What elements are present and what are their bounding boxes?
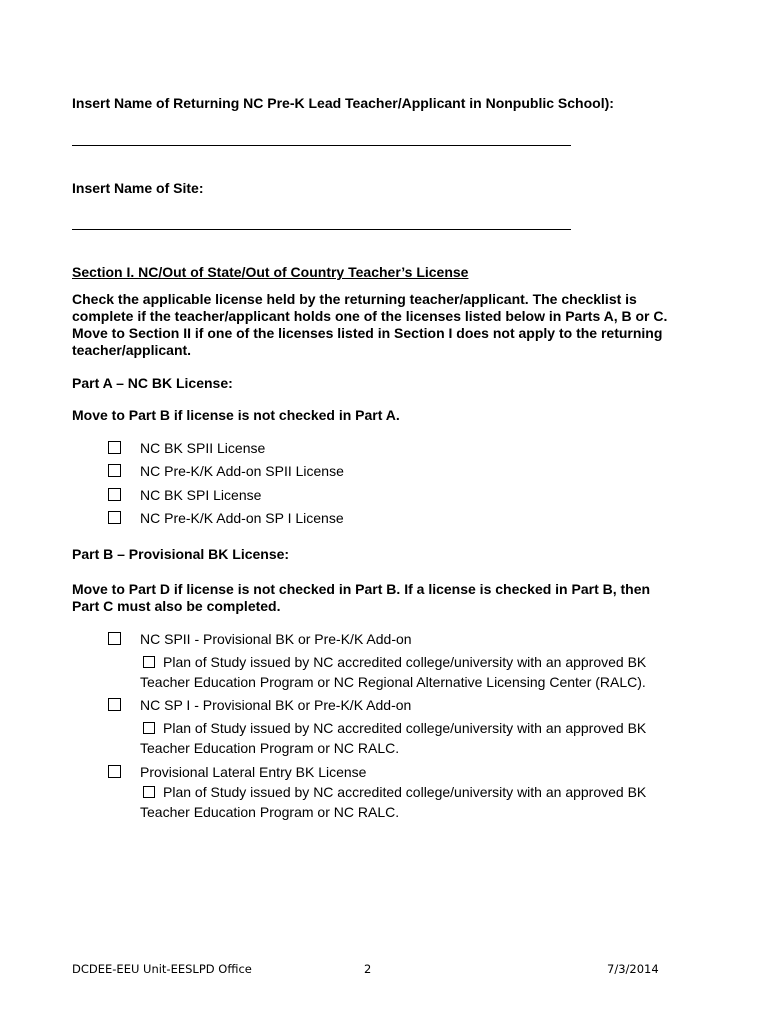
option-label: NC Pre-K/K Add-on SPII License: [140, 463, 344, 479]
checkbox-pre-k-addon-spi[interactable]: [108, 511, 121, 524]
part-a-note: Move to Part B if license is not checked in Part A.: [72, 407, 400, 423]
sub-option-label-cont: Teacher Education Program or NC Regional Alternative Licensing Center (RALC).: [140, 674, 646, 690]
checkbox-plan-of-study[interactable]: [143, 656, 155, 668]
instructions-line: Check the applicable license held by the returning teacher/applicant. The checklist is: [72, 291, 637, 307]
sub-option-label: Plan of Study issued by NC accredited college/university with an approved BK: [163, 720, 647, 736]
checkbox-plan-of-study[interactable]: [143, 722, 155, 734]
sub-option-label: Plan of Study issued by NC accredited college/university with an approved BK: [163, 784, 647, 800]
instructions-line: teacher/applicant.: [72, 342, 192, 358]
option-label: NC SP I - Provisional BK or Pre-K/K Add-on: [140, 697, 412, 713]
part-a-title: Part A – NC BK License:: [72, 375, 233, 391]
option-label: NC BK SPII License: [140, 440, 266, 456]
option-label: Provisional Lateral Entry BK License: [140, 764, 367, 780]
checkbox-provisional-lateral-entry[interactable]: [108, 765, 121, 778]
instructions-line: Move to Section II if one of the licenses listed in Section I does not apply to the returning: [72, 325, 663, 341]
option-label: NC SPII - Provisional BK or Pre-K/K Add-on: [140, 631, 412, 647]
checkbox-nc-bk-spi[interactable]: [108, 488, 121, 501]
sub-option-label: Plan of Study issued by NC accredited college/university with an approved BK: [163, 654, 647, 670]
part-b-title: Part B – Provisional BK License:: [72, 546, 290, 562]
checkbox-pre-k-addon-spii[interactable]: [108, 464, 121, 477]
checkbox-nc-bk-spii[interactable]: [108, 441, 121, 454]
part-b-note: [72, 581, 650, 615]
footer-page-number: 2: [364, 962, 372, 976]
footer-office: DCDEE-EEU Unit-EESLPD Office: [72, 962, 252, 976]
teacher-name-line[interactable]: [72, 145, 571, 146]
teacher-name-prompt: Insert Name of Returning NC Pre-K Lead Teacher/Applicant in Nonpublic School):: [72, 95, 614, 111]
checkbox-nc-spii-provisional[interactable]: [108, 632, 121, 645]
option-label: NC BK SPI License: [140, 487, 262, 503]
section-1-title: Section I. NC/Out of State/Out of Country Teacher’s License: [72, 264, 469, 280]
note-line: Move to Part D if license is not checked in Part B. If a license is checked in Part B, then: [72, 581, 651, 597]
site-name-line[interactable]: [72, 229, 571, 230]
checkbox-nc-spi-provisional[interactable]: [108, 698, 121, 711]
footer-date: 7/3/2014: [607, 962, 659, 976]
instructions-line: complete if the teacher/applicant holds one of the licenses listed below in Parts A, B or C.: [72, 308, 668, 324]
checkbox-plan-of-study[interactable]: [143, 786, 155, 798]
note-line: Part C must also be completed.: [72, 598, 281, 614]
section-1-instructions: [72, 291, 667, 359]
sub-option-label-cont: Teacher Education Program or NC RALC.: [140, 804, 400, 820]
sub-option-label-cont: Teacher Education Program or NC RALC.: [140, 740, 400, 756]
site-name-prompt: Insert Name of Site:: [72, 180, 204, 196]
option-label: NC Pre-K/K Add-on SP I License: [140, 510, 344, 526]
